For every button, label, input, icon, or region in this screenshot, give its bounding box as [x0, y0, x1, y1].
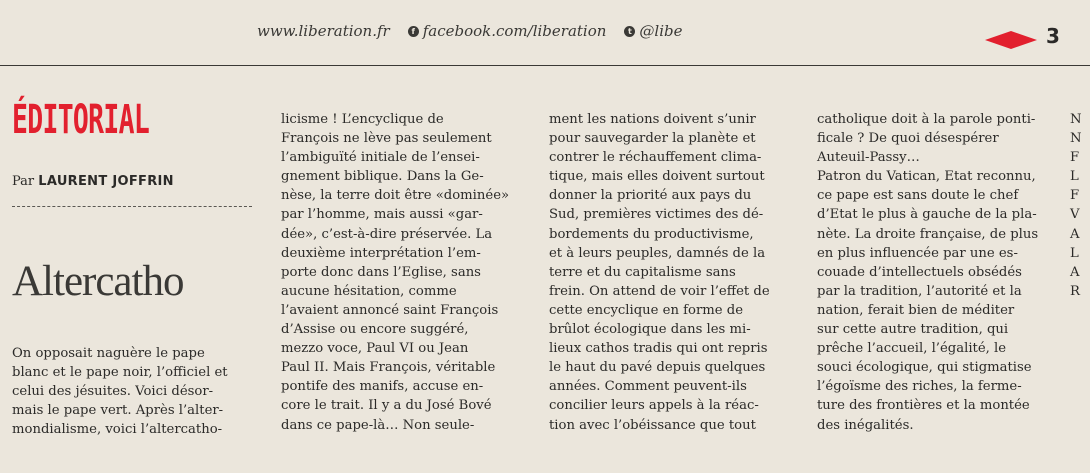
- text-line: cette encyclique en forme de: [549, 302, 744, 318]
- text-line: des inégalités.: [817, 417, 914, 433]
- text-line: N: [1070, 131, 1082, 147]
- text-line: catholique doit à la parole ponti-: [817, 112, 1036, 127]
- text-line: mais le pape vert. Après l’alter-: [12, 403, 224, 419]
- text-line: ficale ? De quoi désespérer: [817, 131, 999, 147]
- text-line: tique, mais elles doivent surtout: [549, 169, 765, 185]
- text-line: ce pape est sans doute le chef: [817, 188, 1019, 204]
- text-line: Patron du Vatican, Etat reconnu,: [817, 169, 1036, 185]
- page-header: [0, 0, 1090, 66]
- text-line: d’Assise ou encore suggéré,: [281, 322, 469, 338]
- article-column-2: [281, 110, 509, 435]
- text-line: ture des frontières et la montée: [817, 398, 1030, 414]
- text-line: bordements du productivisme,: [549, 226, 754, 242]
- red-diamond-icon: [985, 30, 1037, 50]
- text-line: couade d’intellectuels obsédés: [817, 264, 1022, 280]
- twitter-handle: @libe: [639, 22, 683, 40]
- text-line: années. Comment peuvent-ils: [549, 379, 747, 395]
- text-line: prêche l’accueil, l’égalité, le: [817, 341, 1007, 357]
- lead-paragraph: [12, 344, 262, 439]
- text-line: A: [1070, 264, 1080, 280]
- text-line: sur cette autre tradition, qui: [817, 322, 1009, 338]
- text-line: l’avaient annoncé saint François: [281, 302, 499, 318]
- text-line: en plus influencée par une es-: [817, 245, 1018, 261]
- text-line: par la tradition, l’autorité et la: [817, 283, 1022, 299]
- headline: Altercatho: [12, 258, 184, 305]
- site-url: www.liberation.fr: [257, 22, 390, 40]
- text-line: blanc et le pape noir, l’officiel et: [12, 365, 228, 381]
- text-line: brûlot écologique dans les mi-: [549, 322, 751, 338]
- text-line: V: [1070, 207, 1080, 223]
- text-line: L: [1070, 169, 1079, 185]
- text-line: concilier leurs appels à la réac-: [549, 398, 759, 414]
- twitter-icon: t: [624, 26, 635, 37]
- text-line: souci écologique, qui stigmatise: [817, 360, 1032, 376]
- text-line: gnement biblique. Dans la Ge-: [281, 169, 484, 185]
- text-line: Paul II. Mais François, véritable: [281, 360, 496, 376]
- text-line: contrer le réchauffement clima-: [549, 150, 762, 166]
- text-line: dans ce pape-là… Non seule-: [281, 417, 475, 433]
- page-number: 3: [1046, 24, 1060, 48]
- text-line: le haut du pavé depuis quelques: [549, 360, 766, 376]
- header-links: [257, 22, 683, 40]
- header-rule: [0, 65, 1090, 66]
- text-line: pontife des manifs, accuse en-: [281, 379, 484, 395]
- text-line: tion avec l’obéissance que tout: [549, 417, 756, 433]
- section-kicker: ÉDITORIAL: [12, 97, 150, 143]
- text-line: F: [1070, 188, 1080, 204]
- text-line: deuxième interprétation l’em-: [281, 245, 481, 261]
- byline: [12, 174, 174, 189]
- text-line: François ne lève pas seulement: [281, 131, 492, 147]
- text-line: par l’homme, mais aussi «gar-: [281, 207, 483, 223]
- facebook-icon: f: [408, 26, 419, 37]
- text-line: ment les nations doivent s’unir: [549, 112, 756, 127]
- text-line: Auteuil-Passy…: [817, 150, 920, 166]
- article-column-4: [817, 110, 1038, 435]
- byline-author: LAURENT JOFFRIN: [38, 174, 174, 189]
- text-line: celui des jésuites. Voici désor-: [12, 384, 214, 400]
- text-line: R: [1070, 283, 1080, 299]
- text-line: On opposait naguère le pape: [12, 346, 205, 361]
- text-line: F: [1070, 150, 1080, 166]
- text-line: donner la priorité aux pays du: [549, 188, 752, 204]
- text-line: licisme ! L’encyclique de: [281, 112, 444, 127]
- text-line: core le trait. Il y a du José Bové: [281, 398, 492, 414]
- text-line: l’ambiguïté initiale de l’ensei-: [281, 150, 480, 166]
- text-line: A: [1070, 226, 1080, 242]
- text-line: nation, ferait bien de méditer: [817, 302, 1015, 318]
- text-line: nète. La droite française, de plus: [817, 226, 1039, 242]
- text-line: pour sauvegarder la planète et: [549, 131, 756, 147]
- editorial-left-column: [12, 97, 252, 438]
- text-line: Sud, premières victimes des dé-: [549, 207, 764, 223]
- text-line: nèse, la terre doit être «dominée»: [281, 188, 510, 204]
- facebook-link: facebook.com/liberation: [422, 22, 607, 40]
- text-line: N: [1070, 112, 1082, 127]
- text-line: d’Etat le plus à gauche de la pla-: [817, 207, 1037, 223]
- text-line: et à leurs peuples, damnés de la: [549, 245, 766, 261]
- article-column-5-clipped: [1070, 110, 1082, 301]
- text-line: dée», c’est-à-dire préservée. La: [281, 226, 493, 242]
- text-line: lieux cathos tradis qui ont repris: [549, 341, 768, 357]
- text-line: l’égoïsme des riches, la ferme-: [817, 379, 1022, 395]
- text-line: terre et du capitalisme sans: [549, 264, 736, 280]
- text-line: frein. On attend de voir l’effet de: [549, 283, 770, 299]
- dashed-rule: [12, 206, 252, 207]
- text-line: mondialisme, voici l’altercatho-: [12, 422, 223, 438]
- text-line: mezzo voce, Paul VI ou Jean: [281, 341, 469, 357]
- byline-prefix: Par: [12, 174, 35, 189]
- text-line: L: [1070, 245, 1079, 261]
- text-line: porte donc dans l’Eglise, sans: [281, 264, 481, 280]
- text-line: aucune hésitation, comme: [281, 283, 457, 299]
- article-column-3: [549, 110, 770, 435]
